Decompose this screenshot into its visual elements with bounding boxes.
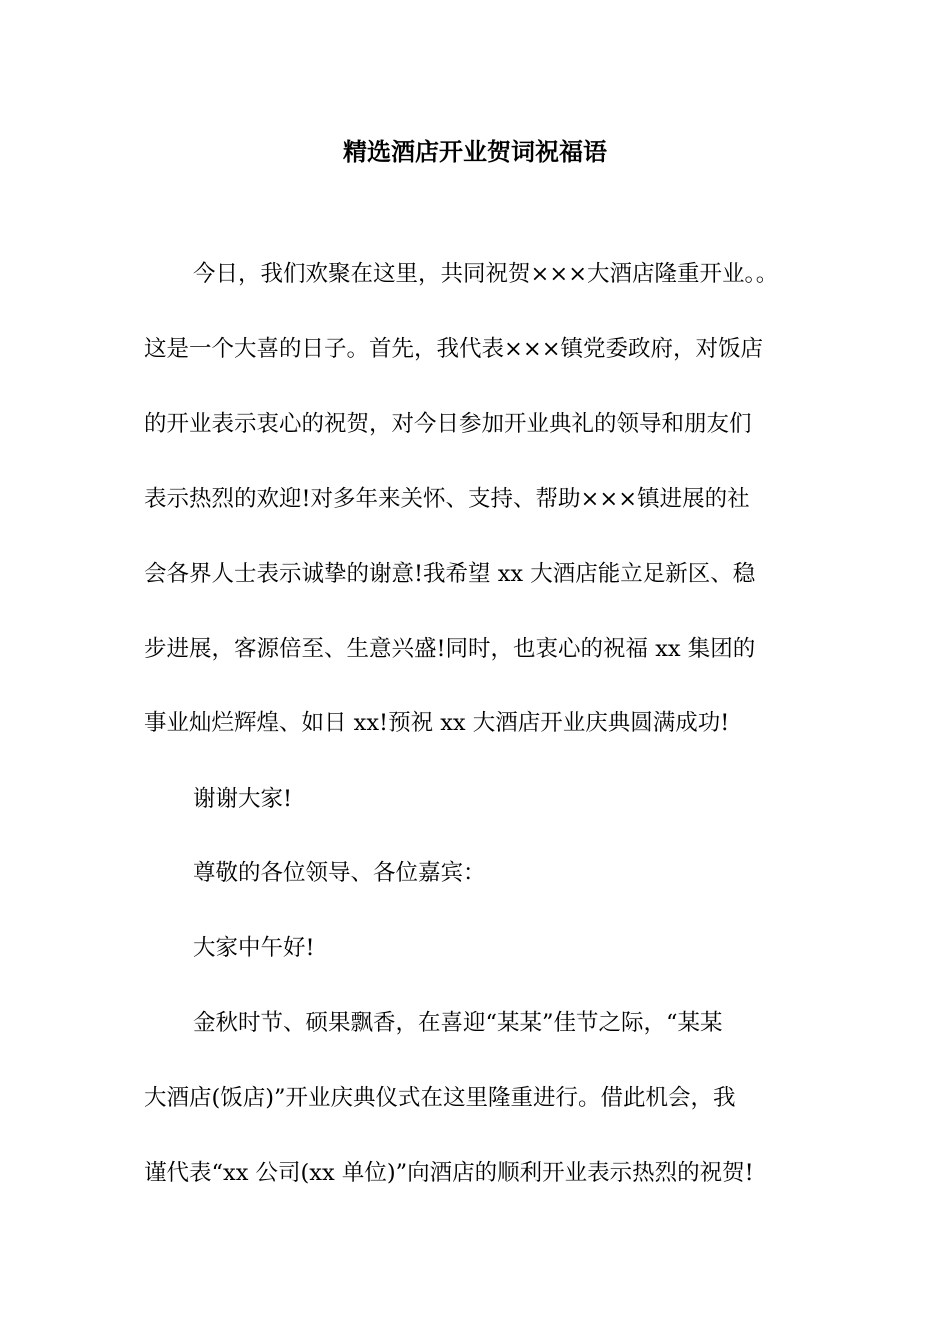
paragraph-line: 尊敬的各位领导、各位嘉宾：: [193, 860, 486, 886]
paragraph-line: 的开业表示衷心的祝贺，对今日参加开业典礼的领导和朋友们: [144, 411, 752, 437]
paragraph-line: 事业灿烂辉煌、如日 xx!预祝 xx 大酒店开业庆典圆满成功!: [144, 710, 730, 736]
document-title: 精选酒店开业贺词祝福语: [343, 137, 607, 166]
paragraph-line: 谨代表“xx 公司(xx 单位)”向酒店的顺利开业表示热烈的祝贺!: [144, 1160, 754, 1186]
paragraph-line: 大家中午好!: [193, 935, 315, 961]
paragraph-line: 今日，我们欢聚在这里，共同祝贺×××大酒店隆重开业。。: [193, 261, 779, 287]
paragraph-line: 谢谢大家!: [193, 786, 293, 812]
paragraph-line: 金秋时节、硕果飘香，在喜迎“某某”佳节之际，“某某: [193, 1010, 723, 1036]
paragraph-line: 表示热烈的欢迎!对多年来关怀、支持、帮助×××镇进展的社: [144, 486, 750, 512]
paragraph-line: 步进展，客源倍至、生意兴盛!同时，也衷心的祝福 xx 集团的: [144, 636, 756, 662]
paragraph-line: 这是一个大喜的日子。首先，我代表×××镇党委政府，对饭店: [144, 336, 764, 362]
paragraph-line: 会各界人士表示诚挚的谢意!我希望 xx 大酒店能立足新区、稳: [144, 561, 756, 587]
paragraph-line: 大酒店(饭店)”开业庆典仪式在这里隆重进行。借此机会，我: [144, 1085, 736, 1111]
